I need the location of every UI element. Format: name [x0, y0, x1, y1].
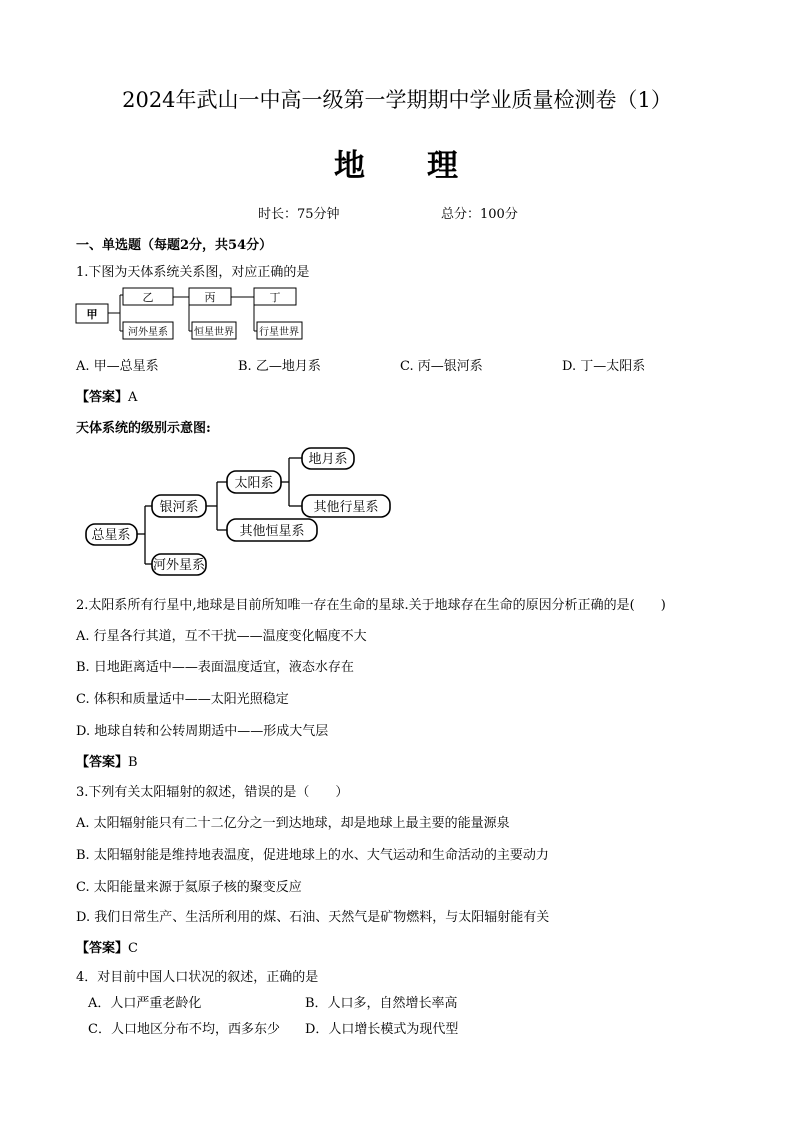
q2-option-c: C. 体积和质量适中——太阳光照稳定	[76, 692, 289, 707]
q4-option-b: B．人口多，自然增长率高	[305, 996, 458, 1011]
tree-galaxy: 银河系	[159, 500, 199, 515]
q1-diagram-c: 丙	[204, 291, 216, 304]
q2-answer	[76, 751, 138, 770]
q1-option-a: A. 甲—总星系	[76, 359, 159, 374]
q1-diagram-d: 丁	[269, 291, 281, 304]
q3-option-c: C. 太阳能量来源于氦原子核的聚变反应	[76, 880, 302, 895]
q2-answer-label: 【答案】	[76, 755, 129, 770]
tree-other-stars: 其他恒星系	[239, 524, 305, 539]
tree-solar: 太阳系	[234, 476, 274, 491]
celestial-tree-diagram	[84, 444, 396, 578]
q2-stem: 2.太阳系所有行星中,地球是目前所知唯一存在生命的星球.关于地球存在生命的原因分析正确的是( )	[76, 598, 666, 613]
q1-answer-value: A	[128, 390, 138, 405]
section-heading: 一、单选题（每题2分，共54分）	[76, 238, 273, 253]
tree-other-planets: 其他行星系	[313, 500, 379, 515]
q1-diagram-b: 乙	[142, 291, 154, 304]
subject-title	[0, 140, 794, 185]
q1-answer-label: 【答案】	[76, 390, 129, 405]
exam-title: 2024年武山一中高一级第一学期期中学业质量检测卷（1）	[122, 88, 672, 112]
q1-diagram	[74, 285, 310, 343]
q2-option-d: D. 地球自转和公转周期适中——形成大气层	[76, 724, 329, 739]
q1-diagram-stars: 恒星世界	[194, 327, 234, 338]
q2-option-b: B. 日地距离适中——表面温度适宜，液态水存在	[76, 660, 354, 675]
q1-answer	[76, 386, 137, 405]
q3-option-a: A. 太阳辐射能只有二十二亿分之一到达地球，却是地球上最主要的能量源泉	[76, 816, 510, 831]
q4-option-a: A．人口严重老龄化	[88, 996, 202, 1011]
exam-duration: 时长：75分钟	[258, 207, 340, 222]
q3-stem: 3.下列有关太阳辐射的叙述，错误的是（ ）	[76, 785, 349, 800]
q4-stem: 4．对目前中国人口状况的叙述，正确的是	[76, 970, 319, 985]
q3-answer-value: C	[128, 941, 138, 956]
q1-stem: 1.下图为天体系统关系图，对应正确的是	[76, 265, 310, 280]
tree-extragalactic: 河外星系	[152, 558, 206, 573]
q4-option-d: D．人口增长模式为现代型	[305, 1022, 459, 1037]
q4-option-c: C．人口地区分布不均，西多东少	[88, 1022, 280, 1037]
tree-earth-moon: 地月系	[308, 452, 348, 467]
q1-explain-title: 天体系统的级别示意图:	[76, 421, 211, 436]
q1-diagram-planets: 行星世界	[259, 327, 299, 338]
q3-answer-label: 【答案】	[76, 941, 129, 956]
q1-option-b: B. 乙—地月系	[238, 359, 321, 374]
q3-option-d: D. 我们日常生产、生活所利用的煤、石油、天然气是矿物燃料，与太阳辐射能有关	[76, 910, 550, 925]
exam-total: 总分：100分	[441, 207, 518, 222]
tree-root: 总星系	[91, 528, 131, 543]
q3-option-b: B. 太阳辐射能是维持地表温度，促进地球上的水、大气运动和生命活动的主要动力	[76, 848, 549, 863]
q1-option-c: C. 丙—银河系	[400, 359, 483, 374]
q3-answer	[76, 937, 138, 956]
q2-answer-value: B	[128, 755, 138, 770]
q1-option-d: D. 丁—太阳系	[562, 359, 646, 374]
subject-char-1: 地	[334, 148, 367, 184]
q1-diagram-extragalactic: 河外星系	[128, 327, 168, 338]
subject-char-2: 理	[427, 148, 460, 184]
q1-diagram-root: 甲	[86, 308, 98, 321]
q2-option-a: A. 行星各行其道，互不干扰——温度变化幅度不大	[76, 629, 367, 644]
